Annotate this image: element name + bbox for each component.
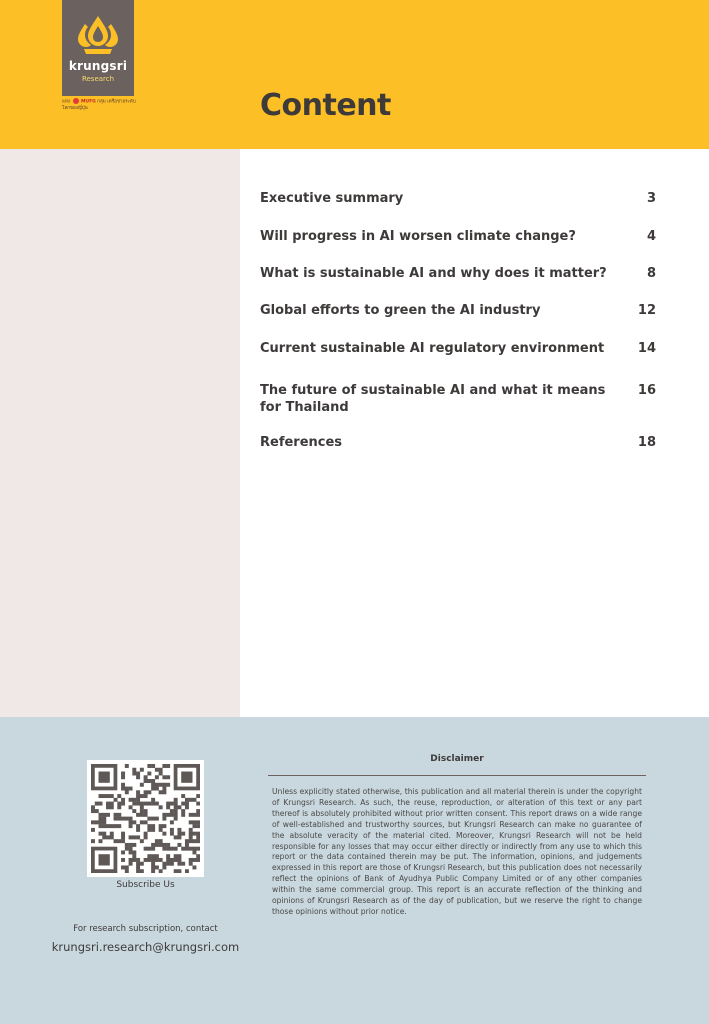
toc-item-title: The future of sustainable AI and what it means for Thailand <box>260 383 606 415</box>
toc-item-title: Will progress in AI worsen climate change? <box>260 229 576 244</box>
mufg-logo-icon <box>73 98 79 104</box>
logo-subtitle: Research <box>81 75 115 83</box>
subscribe-label: Subscribe Us <box>116 880 175 890</box>
subscribe-qr-code[interactable] <box>87 760 204 877</box>
member-text-2: กลุ่ม เครือข่ายระดับโลกของญี่ปุ่น <box>62 99 136 111</box>
logo-wordmark: krungsri <box>68 59 128 73</box>
toc-item-page: 16 <box>637 383 656 398</box>
toc-item-title: References <box>260 435 343 450</box>
footer-panel <box>0 717 709 1024</box>
toc-item-title: What is sustainable AI and why does it matter? <box>260 266 607 281</box>
toc-item-title: Executive summary <box>260 191 404 206</box>
toc-item-page: 4 <box>646 229 656 244</box>
member-text-1: แห่ง <box>62 99 71 105</box>
toc-item-page: 12 <box>637 303 656 318</box>
disclaimer-divider <box>268 775 646 776</box>
krungsri-emblem-icon <box>76 14 120 56</box>
contact-email-link[interactable]: krungsri.research@krungsri.com <box>51 940 240 954</box>
krungsri-logo[interactable] <box>62 0 134 96</box>
toc-item-page: 14 <box>637 341 656 356</box>
toc-item-title: Current sustainable AI regulatory environment <box>260 341 605 356</box>
toc-item-title: Global efforts to green the AI industry <box>260 303 541 318</box>
qr-code-icon <box>91 764 200 873</box>
toc-item-page: 8 <box>646 266 656 281</box>
contact-label: For research subscription, contact <box>73 924 218 934</box>
toc-item-page: 3 <box>646 191 656 206</box>
toc-item-page: 18 <box>637 435 656 450</box>
mufg-member-note <box>62 98 142 112</box>
disclaimer-heading: Disclaimer <box>430 754 484 764</box>
header-band <box>0 0 709 149</box>
page-title: Content <box>260 88 391 123</box>
member-brand: MUFG <box>80 99 96 105</box>
side-panel <box>0 149 240 717</box>
disclaimer-text: Unless explicitly stated otherwise, this publication and all material therein is under the copyright of Krungsri Research. As such, the reuse, reproduction, or alteration of this text or any part thereof is absolutely prohibited without prior written consent. This report draws on a wide range of well-established and trustworthy sources, but Krungsri Research can make no guarantee of the absolute veracity of the material cited. Moreover, Krungsri Research will not be held responsible for any losses that may occur either directly or indirectly from any use to which this report or the data contained therein may be put. The information, opinions, and judgements expressed in this report are those of Krungsri Research, but this publication does not necessarily reflect the opinions of Bank of Ayudhya Public Company Limited or of any other companies within the same commercial group. This report is an accurate reflection of the thinking and opinions of Krungsri Research as of the day of publication, but we reserve the right to change those opinions without prior notice. <box>272 787 642 916</box>
